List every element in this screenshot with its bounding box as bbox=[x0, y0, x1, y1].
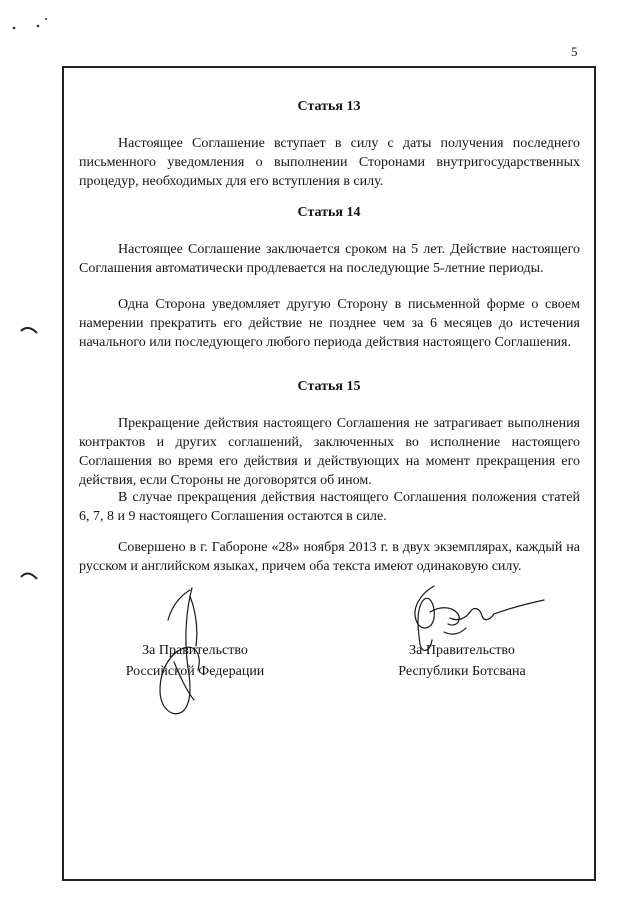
signature-russia-line1: За Правительство bbox=[142, 643, 248, 658]
article-15-paragraph-2: В случае прекращения действия настоящего Соглашения положения статей 6, 7, 8 и 9 настоящего Соглашения остаются в силе. bbox=[79, 490, 580, 524]
article-13-paragraph-1: Настоящее Соглашение вступает в силу с даты получения последнего письменного уведомления о выполнении Сторонами внутригосударственных процедур, необходимых для его вступления в силу. bbox=[79, 136, 580, 189]
article-15-paragraph-1: Прекращение действия настоящего Соглашения не затрагивает выполнения контрактов и других соглашений, заключенных во исполнение настоящего Соглашения во время его действия и действующих на момент прекращения его действия, если Стороны не договорятся об ином. bbox=[79, 416, 580, 488]
signature-russia-line2: Российской Федерации bbox=[125, 664, 265, 679]
signature-botswana-handwriting bbox=[415, 586, 544, 650]
article-15-heading: Статья 15 bbox=[297, 379, 361, 394]
signature-botswana-line1: За Правительство bbox=[409, 643, 515, 658]
page-number: 5 bbox=[571, 44, 578, 59]
punch-hole-mark-lower bbox=[21, 573, 37, 579]
punch-hole-mark-upper bbox=[21, 328, 37, 333]
closing-paragraph: Совершено в г. Габороне «28» ноября 2013 г. в двух экземплярах, каждый на русском и английском языках, причем оба текста имеют одинаковую силу. bbox=[79, 540, 580, 574]
signature-russia-handwriting bbox=[160, 588, 199, 714]
article-14-paragraph-1: Настоящее Соглашение заключается сроком на 5 лет. Действие настоящего Соглашения автоматически продлевается на последующие 5-летние периоды. bbox=[79, 242, 580, 276]
article-14-paragraph-2: Одна Сторона уведомляет другую Сторону в письменной форме о своем намерении прекратить его действие не позднее чем за 6 месяцев до истечения начального или последующего любого периода действия настоящего Соглашения. bbox=[79, 297, 580, 350]
signature-botswana-line2: Республики Ботсвана bbox=[398, 664, 526, 679]
article-14-heading: Статья 14 bbox=[297, 205, 361, 220]
scan-mark-top-left bbox=[13, 18, 47, 29]
article-13-heading: Статья 13 bbox=[297, 99, 361, 114]
